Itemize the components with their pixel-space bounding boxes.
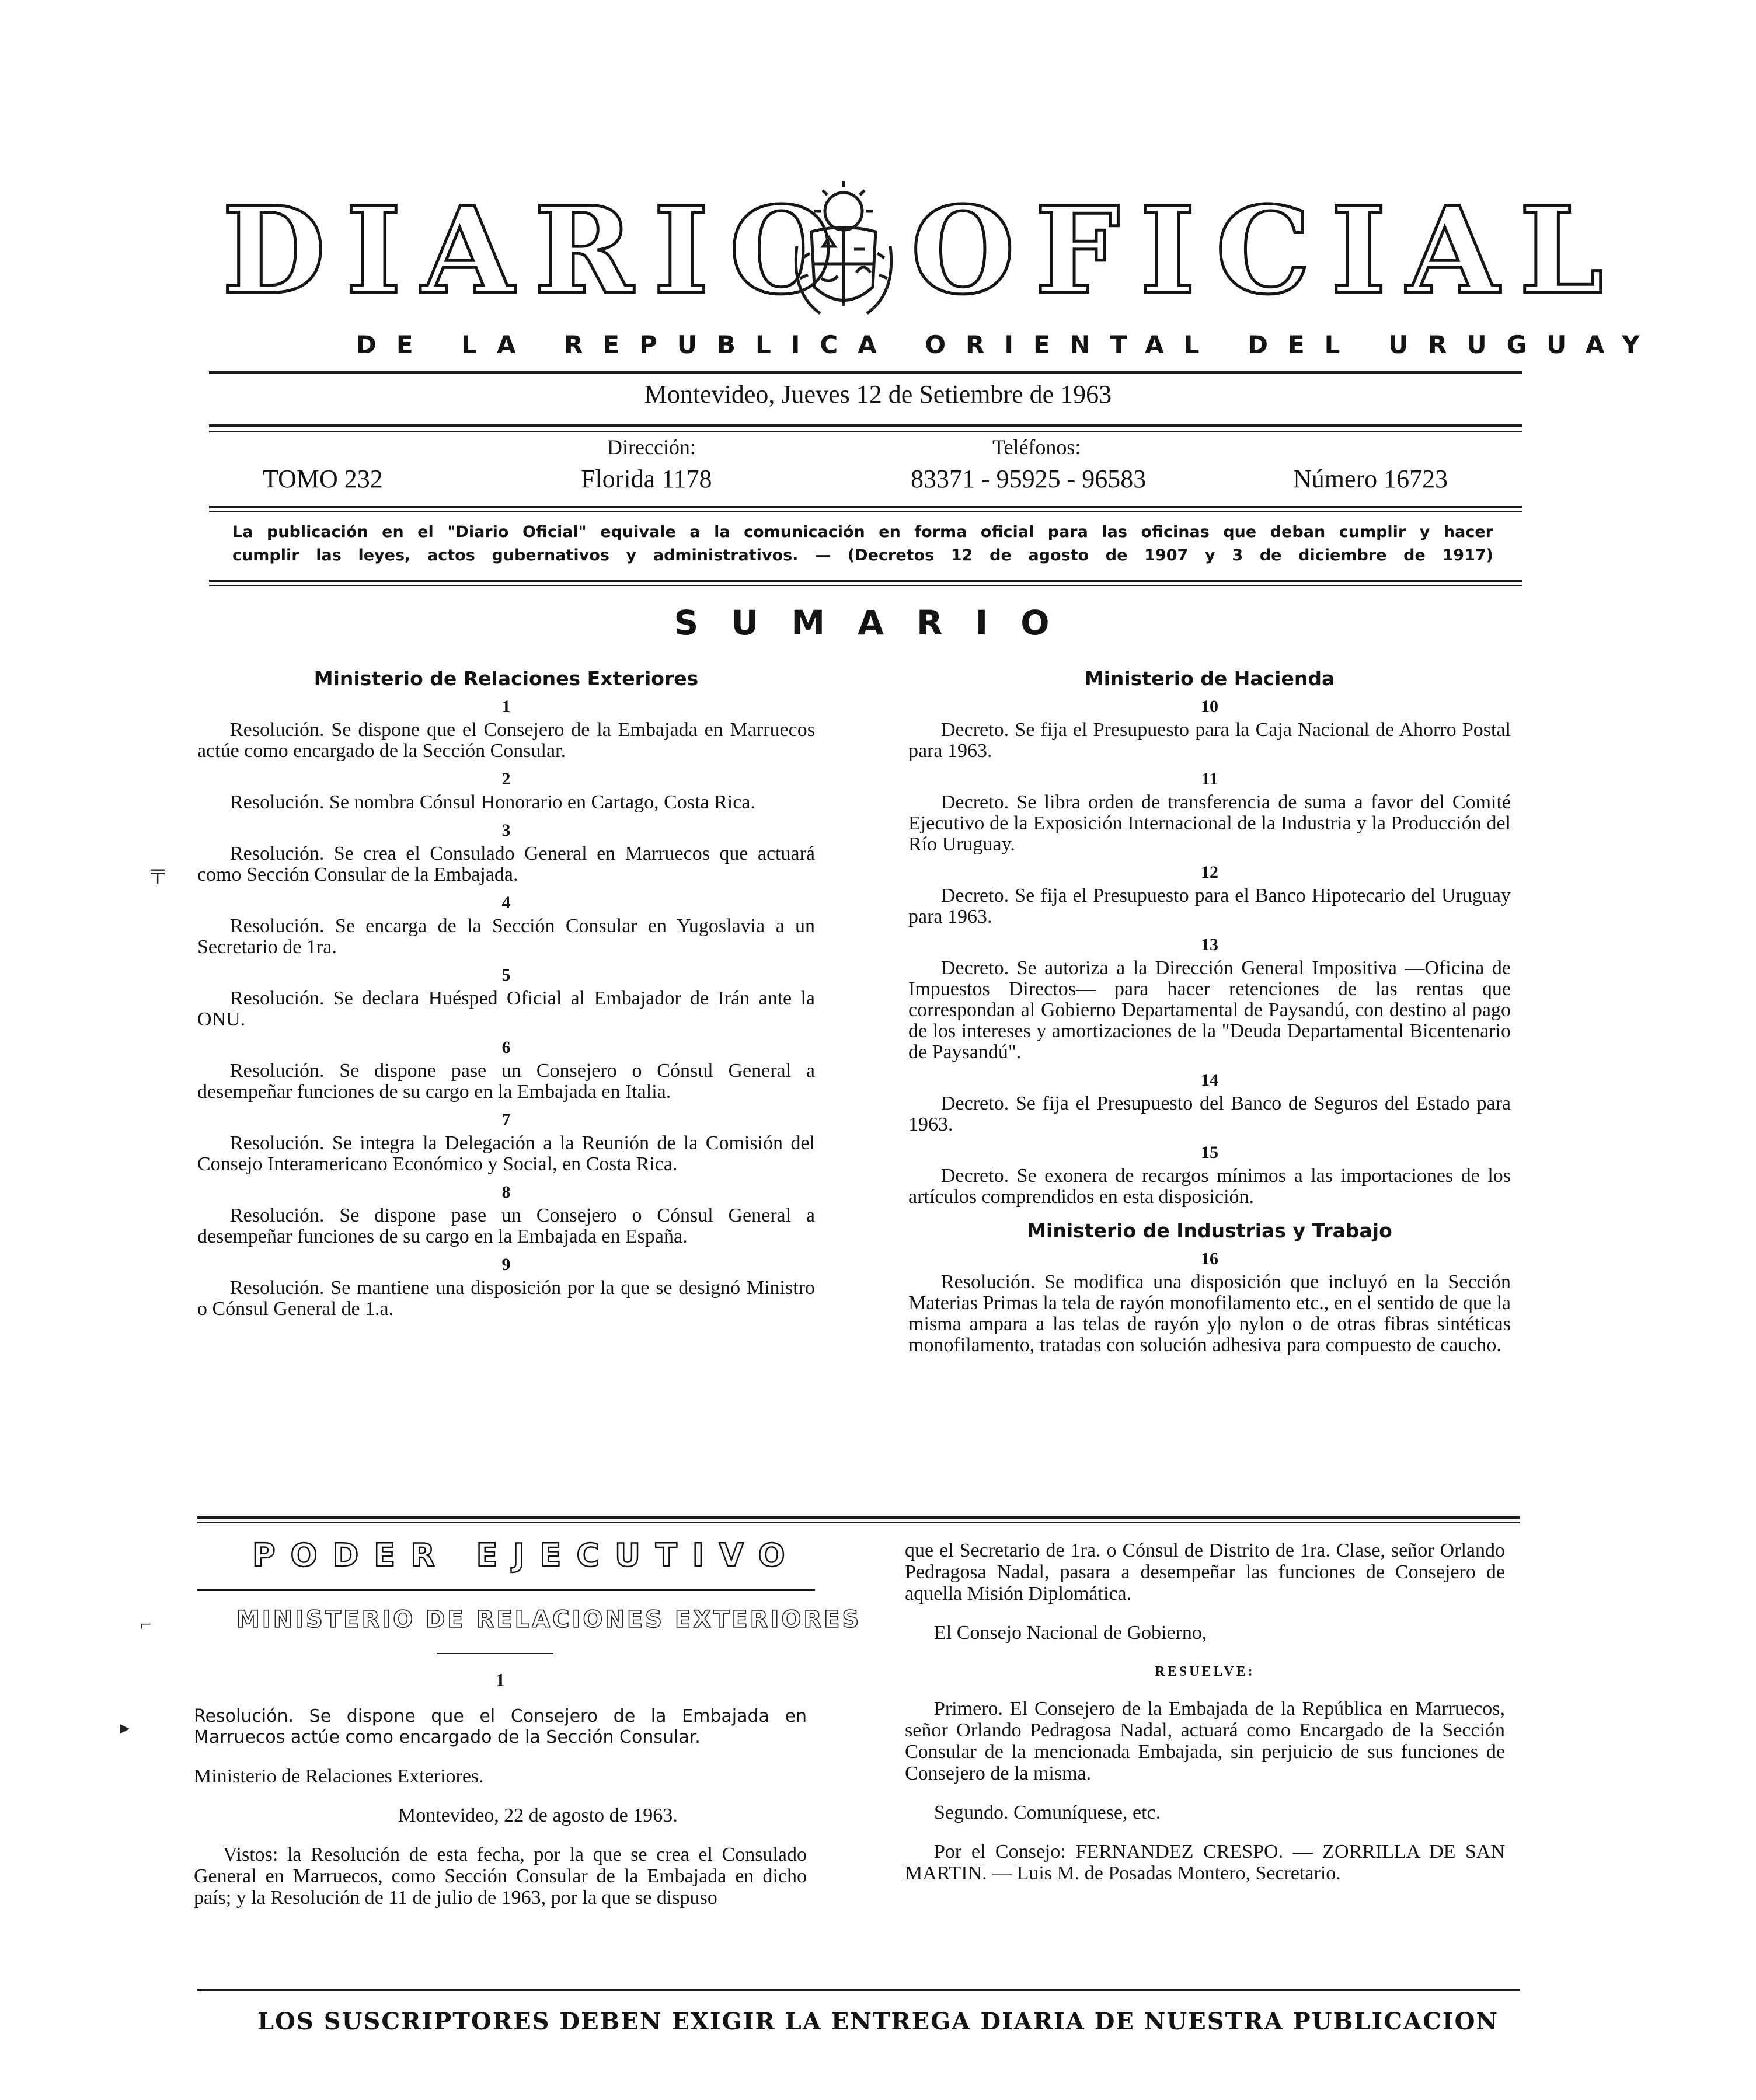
divider xyxy=(209,506,1522,508)
divider xyxy=(209,580,1522,582)
entry-number: 4 xyxy=(501,893,511,912)
sumario-left-entries xyxy=(197,696,815,1320)
sumario-entry: Decreto. Se libra orden de transferencia de suma a favor del Comité Ejecutivo de la Exposición Internacional de la Industria y la Producción del Río Uruguay. xyxy=(908,791,1511,855)
sumario-entry: Resolución. Se integra la Delegación a la Reunión de la Comisión del Consejo Interamericano Económico y Social, en Costa Rica. xyxy=(197,1132,815,1175)
sumario-entry: Resolución. Se dispone pase un Consejero o Cónsul General a desempeñar funciones de su cargo en la Embajada en España. xyxy=(197,1205,815,1247)
telefonos-label: Teléfonos: xyxy=(992,435,1081,459)
resuelve-label: RESUELVE: xyxy=(1155,1664,1255,1679)
footer-notice: LOS SUSCRIPTORES DEBEN EXIGIR LA ENTREGA DIARIA DE NUESTRA PUBLICACION xyxy=(257,2008,1499,2035)
divider xyxy=(197,1522,1520,1523)
entry-number: 5 xyxy=(501,965,511,985)
resolution-summary: Resolución. Se dispone que el Consejero de la Embajada en Marruecos actúe como encargado de la Sección Consular. xyxy=(194,1706,807,1747)
divider xyxy=(197,1516,1520,1519)
sumario-right-entries xyxy=(908,696,1511,1208)
poder-ejecutivo-title: PODER EJECUTIVO xyxy=(252,1537,800,1574)
masthead-title-left: DIARIO xyxy=(222,181,853,321)
sumario-right-entries-2 xyxy=(908,1248,1511,1356)
ministry-heading: MINISTERIO DE RELACIONES EXTERIORES xyxy=(236,1606,862,1633)
legal-notice-line-2: cumplir las leyes, actos gubernativos y administrativos. — (Decretos 12 de agosto de 1907 y 3 de diciembre de 1917) xyxy=(232,546,1493,564)
sumario-entry: Resolución. Se crea el Consulado General en Marruecos que actuará como Sección Consular de la Embajada. xyxy=(197,843,815,885)
numero: Número 16723 xyxy=(1293,465,1448,493)
sumario-left-column xyxy=(197,668,815,1320)
sumario-left-heading: Ministerio de Relaciones Exteriores xyxy=(313,667,699,690)
entry-number: 6 xyxy=(501,1038,511,1057)
direccion: Florida 1178 xyxy=(581,465,712,493)
entry-number: 16 xyxy=(1201,1249,1218,1268)
sumario-entry: Resolución. Se declara Huésped Oficial al Embajador de Irán ante la ONU. xyxy=(197,988,815,1030)
margin-mark: ▸ xyxy=(120,1717,130,1739)
primero-paragraph: Primero. El Consejero de la Embajada de la República en Marruecos, señor Orlando Pedragosa Nadal, actuará como Encargado de la Sección Consular de la mencionada Embajada, sin perjuicio de sus funciones de Consejero de la misma. xyxy=(905,1698,1505,1784)
sumario-title: SUMARIO xyxy=(674,603,1082,643)
sumario-entry: Resolución. Se nombra Cónsul Honorario en Cartago, Costa Rica. xyxy=(230,791,755,813)
entry-number: 15 xyxy=(1201,1143,1218,1162)
sumario-entry: Resolución. Se mantiene una disposición por la que se designó Ministro o Cónsul General de 1.a. xyxy=(197,1277,815,1320)
poder-right-text xyxy=(905,1540,1505,1902)
resolution-origin: Ministerio de Relaciones Exteriores. xyxy=(194,1766,484,1787)
sumario-entry: Resolución. Se modifica una disposición que incluyó en la Sección Materias Primas la tela de rayón monofilamento etc., en el sentido de que la misma ampara a las telas de rayón y|o nylon o de otras fibras sintéticas monofilamento, tratadas con solución adhesiva para compuesto de caucho. xyxy=(908,1271,1511,1356)
resolution-date: Montevideo, 22 de agosto de 1963. xyxy=(398,1805,678,1826)
segundo-paragraph: Segundo. Comuníquese, etc. xyxy=(934,1802,1161,1823)
continuation-paragraph: que el Secretario de 1ra. o Cónsul de Distrito de 1ra. Clase, señor Orlando Pedragosa Nadal, pasara a desempeñar las funciones de Consejero de aquella Misión Diplomática. xyxy=(905,1540,1505,1604)
entry-number: 2 xyxy=(501,769,511,789)
sumario-entry: Resolución. Se encarga de la Sección Consular en Yugoslavia a un Secretario de 1ra. xyxy=(197,915,815,958)
direccion-label: Dirección: xyxy=(607,435,696,459)
divider xyxy=(197,1589,815,1591)
masthead-title-right: OFICIAL xyxy=(911,181,1623,321)
divider xyxy=(197,1989,1520,1991)
poder-left-text xyxy=(194,1669,807,1926)
sumario-entry: Decreto. Se autoriza a la Dirección General Impositiva —Oficina de Impuestos Directos— para hacer retenciones de las rentas que correspondan al Gobierno Departamental de Paysandú, con destino al pago de los intereses y amortizaciones de la "Deuda Departamental Bicentenario de Paysandú". xyxy=(908,957,1511,1063)
entry-number: 3 xyxy=(501,821,511,840)
sumario-entry: Decreto. Se fija el Presupuesto del Banco de Seguros del Estado para 1963. xyxy=(908,1093,1511,1135)
entry-number: 12 xyxy=(1201,863,1218,882)
margin-mark: ╤ xyxy=(151,861,165,882)
resolution-number: 1 xyxy=(496,1669,505,1690)
sumario-right-column xyxy=(908,668,1511,1356)
masthead-subtitle: DE LA REPUBLICA ORIENTAL DEL URUGUAY xyxy=(356,330,1660,359)
tomo: TOMO 232 xyxy=(263,465,383,493)
masthead xyxy=(222,181,1623,321)
sumario-entry: Decreto. Se exonera de recargos mínimos a las importaciones de los artículos comprendidos en esta disposición. xyxy=(908,1165,1511,1208)
dateline: Montevideo, Jueves 12 de Setiembre de 1963 xyxy=(644,380,1112,409)
signature-block: Por el Consejo: FERNANDEZ CRESPO. — ZORRILLA DE SAN MARTIN. — Luis M. de Posadas Montero, Secretario. xyxy=(905,1841,1505,1884)
margin-mark: ⌐ xyxy=(140,1614,152,1635)
vistos-paragraph: Vistos: la Resolución de esta fecha, por la que se crea el Consulado General en Marruecos, como Sección Consular de la Embajada en dicho país; y la Resolución de 11 de julio de 1963, por la que se dispuso xyxy=(194,1844,807,1909)
divider xyxy=(209,511,1522,512)
entry-number: 11 xyxy=(1201,769,1218,789)
sumario-entry: Decreto. Se fija el Presupuesto para la Caja Nacional de Ahorro Postal para 1963. xyxy=(908,719,1511,762)
entry-number: 10 xyxy=(1201,697,1218,716)
entry-number: 1 xyxy=(501,697,511,716)
coat-of-arms-icon xyxy=(785,176,902,322)
divider xyxy=(209,585,1522,586)
entry-number: 8 xyxy=(501,1182,511,1202)
sumario-right-heading: Ministerio de Hacienda xyxy=(1084,667,1335,690)
divider xyxy=(209,424,1522,427)
divider xyxy=(209,431,1522,432)
entry-number: 14 xyxy=(1201,1070,1218,1090)
sumario-entry: Decreto. Se fija el Presupuesto para el Banco Hipotecario del Uruguay para 1963. xyxy=(908,885,1511,927)
sumario-right-heading-2: Ministerio de Industrias y Trabajo xyxy=(1027,1219,1392,1242)
consejo-line: El Consejo Nacional de Gobierno, xyxy=(934,1622,1207,1644)
entry-number: 7 xyxy=(501,1110,511,1129)
entry-number: 9 xyxy=(501,1255,511,1274)
telefonos: 83371 - 95925 - 96583 xyxy=(911,465,1147,493)
legal-notice-line-1: La publicación en el "Diario Oficial" equivale a la comunicación en forma oficial para las oficinas que deban cumplir y hacer xyxy=(232,523,1493,541)
sumario-entry: Resolución. Se dispone que el Consejero de la Embajada en Marruecos actúe como encargado de la Sección Consular. xyxy=(197,719,815,762)
entry-number: 13 xyxy=(1201,935,1218,954)
divider xyxy=(437,1653,553,1654)
sumario-entry: Resolución. Se dispone pase un Consejero o Cónsul General a desempeñar funciones de su cargo en la Embajada en Italia. xyxy=(197,1060,815,1103)
divider xyxy=(209,371,1522,374)
